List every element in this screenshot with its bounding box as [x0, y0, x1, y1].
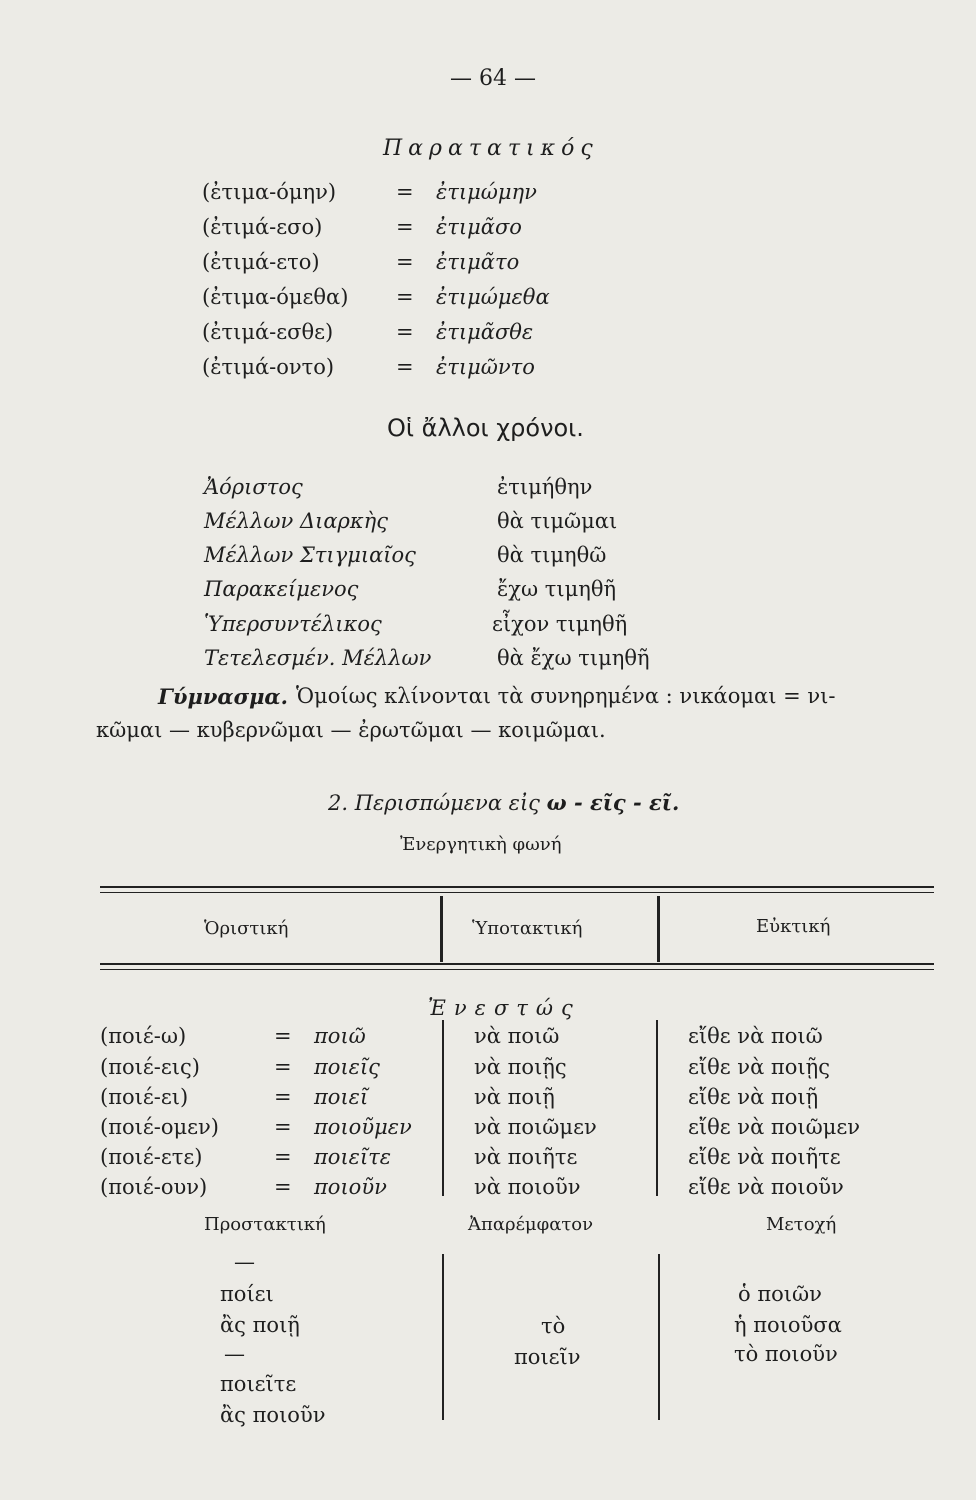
tense-name: Τετελεσμέν. Μέλλων [204, 646, 432, 670]
header-indicative: Ὁριστική [204, 918, 289, 939]
header-divider [657, 896, 660, 962]
voice-label: Ἐνεργητικὴ φωνή [400, 834, 562, 855]
optative-form: εἴθε νὰ ποιῶ [688, 1024, 823, 1048]
subjunctive-form: νὰ ποιῶ [474, 1024, 560, 1048]
imperfect-result: ἐτιμώμεθα [436, 285, 550, 309]
tense-form: θὰ ἔχω τιμηθῆ [497, 646, 650, 670]
imperative-form: ποίει [220, 1282, 274, 1306]
optative-form: εἴθε νὰ ποιοῦν [688, 1175, 844, 1199]
imperfect-form: (ἐτιμά-εσθε) [202, 320, 334, 344]
header-imperative: Προστακτική [204, 1214, 326, 1235]
tense-name: Ἀόριστος [204, 475, 303, 499]
header-participle: Μετοχή [766, 1214, 837, 1235]
tense-form: θὰ τιμῶμαι [497, 509, 618, 533]
indicative-eq: = [274, 1115, 292, 1139]
imperfect-form: (ἐτιμά-ετο) [202, 250, 320, 274]
table-top-rule [100, 886, 934, 888]
indicative-form: (ποιέ-ουν) [100, 1175, 208, 1199]
imperfect-result: ἐτιμῶντο [436, 355, 535, 379]
subjunctive-form: νὰ ποιοῦν [474, 1175, 581, 1199]
section2-title [328, 790, 679, 815]
tense-form: εἶχον τιμηθῆ [492, 612, 628, 636]
indicative-eq: = [274, 1085, 292, 1109]
indicative-result: ποιῶ [314, 1024, 366, 1048]
imperative-form: ἂς ποιοῦν [220, 1403, 326, 1427]
imperfect-title: Παρατατικός [383, 136, 599, 161]
header-infinitive: Ἀπαρέμφατον [468, 1214, 594, 1235]
imperfect-form: (ἐτιμα-όμην) [202, 180, 337, 204]
indicative-form: (ποιέ-εις) [100, 1055, 200, 1079]
indicative-form: (ποιέ-ει) [100, 1085, 189, 1109]
participle-form: ὁ ποιῶν [738, 1282, 822, 1306]
imperfect-form: (ἐτιμά-εσο) [202, 215, 323, 239]
imperfect-result: ἐτιμώμην [436, 180, 537, 204]
indicative-result: ποιοῦμεν [314, 1115, 412, 1139]
subjunctive-form: νὰ ποιῶμεν [474, 1115, 597, 1139]
lower-divider [442, 1254, 444, 1420]
exercise-line-1: Ὁμοίως κλίνονται τὰ συνηρημένα : νικάομαι = νι- [296, 684, 836, 708]
section2-title-endings: ω - εῖς - εῖ. [546, 790, 680, 815]
imperative-form: ἂς ποιῇ [220, 1313, 300, 1337]
optative-form: εἴθε νὰ ποιῶμεν [688, 1115, 861, 1139]
optative-form: εἴθε νὰ ποιῆτε [688, 1145, 841, 1169]
tense-form: θὰ τιμηθῶ [497, 543, 607, 567]
lower-divider [658, 1254, 660, 1420]
optative-form: εἴθε νὰ ποιῇς [688, 1055, 830, 1079]
table-top-rule-2 [100, 892, 934, 893]
imperfect-eq: = [396, 215, 414, 239]
table-header-rule-2 [100, 969, 934, 970]
participle-form: τὸ ποιοῦν [734, 1342, 838, 1366]
tense-name: Ὑπερσυντέλικος [204, 612, 382, 636]
indicative-form: (ποιέ-ομεν) [100, 1115, 219, 1139]
imperfect-result: ἐτιμᾶτο [436, 250, 520, 274]
imperfect-result: ἐτιμᾶσθε [436, 320, 534, 344]
header-divider [440, 896, 443, 962]
tense-form: ἔχω τιμηθῆ [497, 577, 617, 601]
infinitive-article: τὸ [541, 1314, 566, 1338]
imperfect-eq: = [396, 285, 414, 309]
tense-name: Παρακείμενος [204, 577, 359, 601]
subjunctive-form: νὰ ποιῇς [474, 1055, 567, 1079]
indicative-form: (ποιέ-ω) [100, 1024, 187, 1048]
imperfect-eq: = [396, 355, 414, 379]
indicative-result: ποιεῖ [314, 1085, 369, 1109]
indicative-eq: = [274, 1055, 292, 1079]
body-divider [442, 1020, 444, 1196]
present-label: Ἐνεστώς [428, 996, 581, 1020]
participle-form: ἡ ποιοῦσα [734, 1313, 842, 1337]
tense-name: Μέλλων Στιγμιαῖος [204, 543, 416, 567]
other-tenses-title: Οἱ ἄλλοι χρόνοι. [387, 414, 584, 442]
page-number: — 64 — [450, 66, 536, 91]
indicative-result: ποιεῖς [314, 1055, 380, 1079]
infinitive-form: ποιεῖν [514, 1345, 581, 1369]
imperfect-form: (ἐτιμά-οντο) [202, 355, 335, 379]
exercise-label: Γύμνασμα. [158, 684, 288, 709]
tense-name: Μέλλων Διαρκὴς [204, 509, 388, 533]
indicative-form: (ποιέ-ετε) [100, 1145, 203, 1169]
header-subjunctive: Ὑποτακτική [472, 918, 583, 939]
subjunctive-form: νὰ ποιῆτε [474, 1145, 578, 1169]
imperfect-eq: = [396, 180, 414, 204]
indicative-result: ποιοῦν [314, 1175, 387, 1199]
body-divider [656, 1020, 658, 1196]
imperative-form: — [234, 1250, 255, 1274]
indicative-eq: = [274, 1145, 292, 1169]
header-optative: Εὐκτική [756, 916, 831, 937]
imperfect-result: ἐτιμᾶσο [436, 215, 522, 239]
indicative-eq: = [274, 1175, 292, 1199]
indicative-eq: = [274, 1024, 292, 1048]
table-header-rule [100, 963, 934, 965]
imperfect-form: (ἐτιμα-όμεθα) [202, 285, 349, 309]
optative-form: εἴθε νὰ ποιῇ [688, 1085, 819, 1109]
section2-title-prefix: 2. Περισπώμενα εἰς [328, 791, 540, 815]
subjunctive-form: νὰ ποιῇ [474, 1085, 555, 1109]
indicative-result: ποιεῖτε [314, 1145, 392, 1169]
exercise-line-2: κῶμαι — κυβερνῶμαι — ἐρωτῶμαι — κοιμῶμαι. [96, 718, 606, 742]
imperative-form: — [224, 1342, 245, 1366]
tense-form: ἐτιμήθην [497, 475, 593, 499]
imperfect-eq: = [396, 250, 414, 274]
imperfect-eq: = [396, 320, 414, 344]
imperative-form: ποιεῖτε [220, 1372, 297, 1396]
